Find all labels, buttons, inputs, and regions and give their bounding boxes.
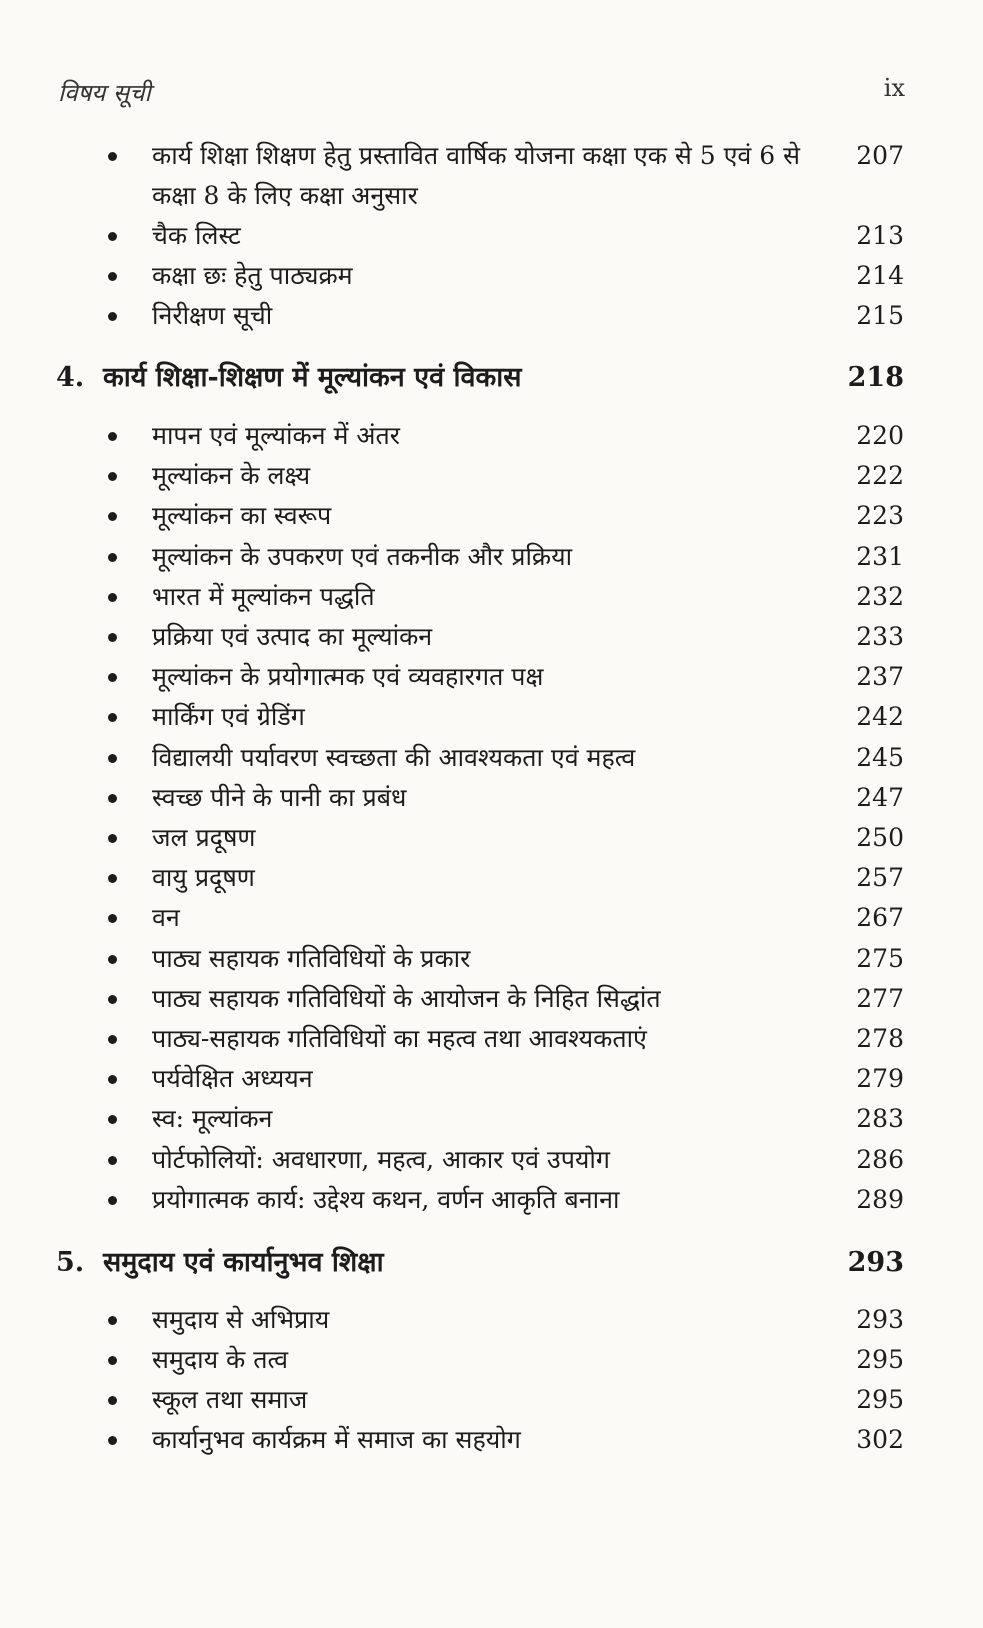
toc-entry-page: 232 xyxy=(856,581,904,611)
chapter-number: 5. xyxy=(56,1247,85,1278)
toc-entry-label: समुदाय के तत्व xyxy=(152,1345,288,1374)
chapter-page: 293 xyxy=(847,1247,904,1278)
toc-entry-label: पर्यवेक्षित अध्ययन xyxy=(152,1064,313,1094)
toc-entry-page: 231 xyxy=(856,541,904,571)
toc-entry-label: कार्यानुभव कार्यक्रम में समाज का सहयोग xyxy=(152,1425,521,1454)
toc-entry-label: प्रयोगात्मक कार्य: उद्देश्य कथन, वर्णन आकृति बनाना xyxy=(152,1184,620,1214)
toc-entry-page: 220 xyxy=(856,421,904,450)
bullet-icon xyxy=(108,794,117,803)
bullet-icon xyxy=(108,673,117,682)
toc-entry-label: वायु प्रदूषण xyxy=(152,863,255,893)
toc-entry-page: 214 xyxy=(856,261,904,290)
toc-entry-page: 215 xyxy=(856,301,904,330)
toc-entry-label: पाठ्य सहायक गतिविधियों के आयोजन के निहित सिद्धांत xyxy=(152,983,661,1013)
toc-entry-page: 222 xyxy=(856,461,904,491)
toc-entry-page: 257 xyxy=(856,863,904,893)
bullet-icon xyxy=(108,834,117,843)
toc-entry-label: स्कूल तथा समाज xyxy=(152,1385,308,1414)
toc-entry-page: 279 xyxy=(856,1064,904,1094)
bullet-icon xyxy=(108,312,117,321)
bullet-icon xyxy=(108,1396,117,1405)
toc-entry-label: कार्य शिक्षा शिक्षण हेतु प्रस्तावित वार्षिक योजना कक्षा एक से 5 एवं 6 से कक्षा 8 के लिए कक्षा अनुसार xyxy=(152,141,800,210)
toc-entry-page: 286 xyxy=(856,1144,904,1174)
toc-entry-page: 242 xyxy=(856,702,904,732)
toc-entry-page: 233 xyxy=(856,622,904,651)
bullet-icon xyxy=(108,472,117,481)
toc-entry-label: मापन एवं मूल्यांकन में अंतर xyxy=(152,421,400,450)
toc-entry-label: जल प्रदूषण xyxy=(152,823,256,852)
toc-entry-page: 278 xyxy=(856,1024,904,1053)
toc-entry-label: विद्यालयी पर्यावरण स्वच्छता की आवश्यकता एवं महत्व xyxy=(152,742,636,772)
chapter-page: 218 xyxy=(847,362,904,393)
toc-entry-label: मूल्यांकन के उपकरण एवं तकनीक और प्रक्रिया xyxy=(152,541,573,571)
bullet-icon xyxy=(108,1356,117,1365)
toc-entry-page: 223 xyxy=(856,501,904,531)
toc-entry-page: 295 xyxy=(856,1345,904,1374)
toc-entry-label: कक्षा छः हेतु पाठ्यक्रम xyxy=(152,261,353,290)
bullet-icon xyxy=(108,955,117,964)
bullet-icon xyxy=(108,914,117,923)
toc-entry-page: 250 xyxy=(856,823,904,852)
bullet-icon xyxy=(108,1035,117,1044)
toc-entry-page: 277 xyxy=(856,983,904,1013)
toc-entry-page: 213 xyxy=(856,221,904,250)
bullet-icon xyxy=(108,593,117,602)
bullet-icon xyxy=(108,995,117,1004)
toc-entry-label: मूल्यांकन के लक्ष्य xyxy=(152,461,311,491)
toc-entry-label: स्वच्छ पीने के पानी का प्रबंध xyxy=(152,782,407,812)
toc-entry-page: 237 xyxy=(856,662,904,692)
bullet-icon xyxy=(108,1075,117,1084)
bullet-icon xyxy=(108,754,117,763)
toc-entry-label: मूल्यांकन के प्रयोगात्मक एवं व्यवहारगत पक्ष xyxy=(152,662,544,692)
bullet-icon xyxy=(108,553,117,562)
chapter-number: 4. xyxy=(56,362,85,393)
bullet-icon xyxy=(108,713,117,722)
toc-entry-label: भारत में मूल्यांकन पद्धति xyxy=(152,581,375,611)
bullet-icon xyxy=(108,1196,117,1205)
toc-entry-label: वन xyxy=(152,903,180,933)
chapter-title: समुदाय एवं कार्यानुभव शिक्षा xyxy=(103,1247,384,1278)
toc-entry-label: पाठ्य-सहायक गतिविधियों का महत्व तथा आवश्यकताएं xyxy=(152,1024,647,1053)
bullet-icon xyxy=(108,1316,117,1325)
bullet-icon xyxy=(108,874,117,883)
bullet-icon xyxy=(108,1156,117,1165)
toc-entry-label: मूल्यांकन का स्वरूप xyxy=(152,501,332,531)
toc-entry-label: स्व: मूल्यांकन xyxy=(152,1104,273,1134)
toc-entry-page: 295 xyxy=(856,1385,904,1414)
toc-entry-label: चैक लिस्ट xyxy=(152,221,241,250)
toc-entry-page: 283 xyxy=(856,1104,904,1134)
toc-entry-page: 293 xyxy=(856,1305,904,1334)
bullet-icon xyxy=(108,432,117,441)
bullet-icon xyxy=(108,152,117,161)
toc-entry-page: 245 xyxy=(856,742,904,772)
toc-entry-label: मार्किंग एवं ग्रेडिंग xyxy=(152,702,305,732)
toc-entry-page: 267 xyxy=(856,903,904,933)
toc-entry-page: 247 xyxy=(856,782,904,812)
bullet-icon xyxy=(108,512,117,521)
bullet-icon xyxy=(108,272,117,281)
toc-entry-page: 275 xyxy=(856,943,904,973)
toc-entry-label: समुदाय से अभिप्राय xyxy=(152,1305,330,1334)
bullet-icon xyxy=(108,633,117,642)
toc-entry-label: पाठ्य सहायक गतिविधियों के प्रकार xyxy=(152,943,471,973)
bullet-icon xyxy=(108,232,117,241)
toc-entry-page: 289 xyxy=(856,1184,904,1214)
bullet-icon xyxy=(108,1436,117,1445)
toc-entry-label: निरीक्षण सूची xyxy=(152,301,273,330)
running-header-page-number: ix xyxy=(883,74,905,102)
toc-entry-page: 302 xyxy=(856,1425,904,1454)
toc-entry-page: 207 xyxy=(856,141,904,170)
bullet-icon xyxy=(108,1115,117,1124)
chapter-title: कार्य शिक्षा-शिक्षण में मूल्यांकन एवं विकास xyxy=(103,362,522,393)
toc-entry-label: प्रक्रिया एवं उत्पाद का मूल्यांकन xyxy=(152,622,433,651)
toc-entry-label: पोर्टफोलियों: अवधारणा, महत्व, आकार एवं उपयोग xyxy=(152,1144,610,1174)
running-header-title: विषय सूची xyxy=(58,79,151,107)
